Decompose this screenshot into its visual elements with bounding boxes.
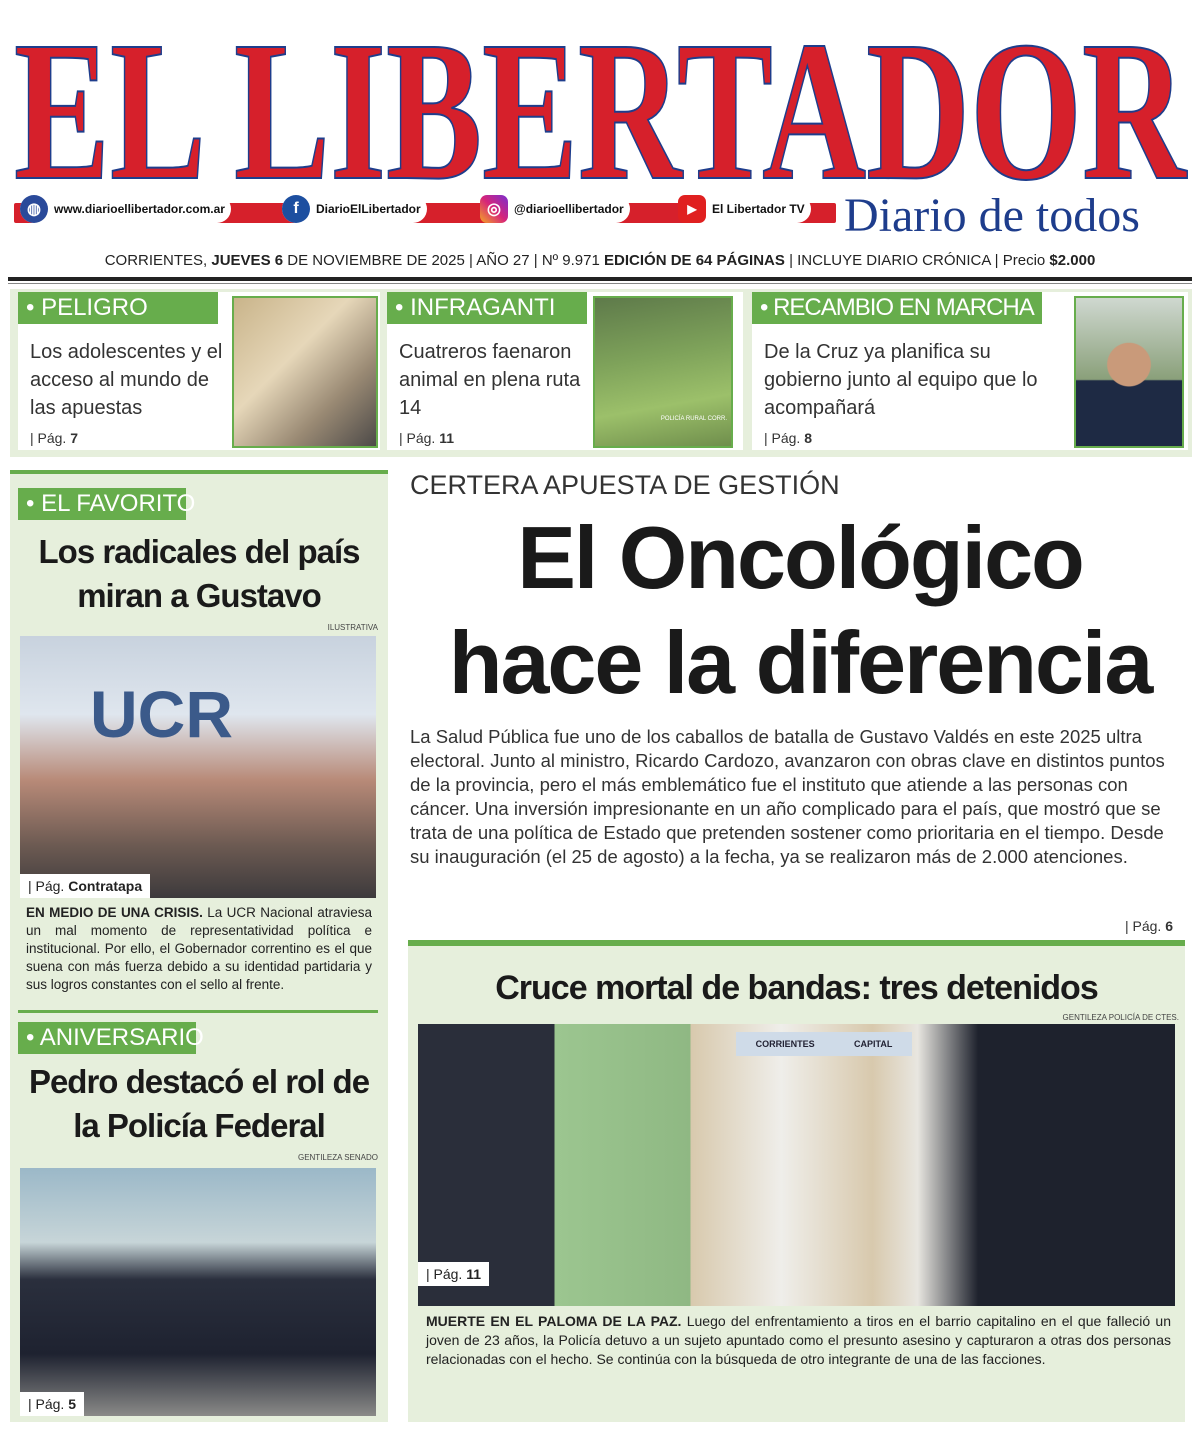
page-ref-label: | Pág.: [28, 1396, 65, 1412]
page-ref-label: | Pág.: [28, 878, 65, 894]
tagline: Diario de todos: [844, 189, 1140, 242]
page-ref-label: | Pág.: [399, 430, 436, 446]
sign-text: CAPITAL: [853, 1039, 893, 1049]
teaser-recambio[interactable]: [752, 292, 1188, 450]
youtube-icon: ▶: [678, 195, 706, 223]
main-lead: La Salud Pública fue uno de los caballos de batalla de Gustavo Valdés en este 2025 ultra electoral. Junto al ministro, Ricardo Cardozo, avanzaron con obras clave en distintos puntos de la provincia, pero el más emblemático fue el instituto que atiende a las personas con cáncer. Una inversión impresionante en un año complicado para el país, que mostró que se trata de una política de Estado que pretenden sostener como prioritaria en el tiempo. Desde su inauguración (el 25 de agosto) a la fecha, ya se realizaron más de 2.000 atenciones.: [410, 726, 1165, 867]
dateline: [0, 252, 1200, 269]
page-ref: [764, 430, 812, 446]
divider: [8, 277, 1192, 281]
teaser-infraganti[interactable]: [387, 292, 743, 450]
dateline-day: JUEVES 6: [211, 252, 284, 269]
headline-line-2: hace la diferencia: [448, 613, 1152, 712]
facebook-icon: f: [282, 195, 310, 223]
teaser-kicker: • RECAMBIO EN MARCHA: [752, 292, 1042, 324]
photo-credit: POLICÍA RURAL CORR.: [660, 416, 727, 422]
social-links-bar: [14, 200, 836, 223]
headline-line-1: El Oncológico: [517, 508, 1083, 607]
main-kicker: CERTERA APUESTA DE GESTIÓN: [410, 470, 840, 500]
crime-story: [408, 940, 1185, 1422]
slot-machine-photo: [232, 296, 378, 448]
story-headline[interactable]: Pedro destacó el rol de la Policía Federal: [28, 1063, 370, 1144]
photo-credit: GENTILEZA POLICÍA DE CTES.: [1062, 1013, 1179, 1022]
left-column: [10, 470, 388, 1422]
page-ref-label: | Pág.: [1125, 918, 1162, 934]
sign-text: CORRIENTES: [755, 1039, 815, 1049]
teaser-text: Cuatreros faenaron animal en plena ruta 14: [399, 341, 581, 419]
website-label: www.diarioellibertador.com.ar: [54, 202, 225, 216]
story-caption: [426, 1312, 1171, 1369]
police-ceremony-photo: [20, 1168, 376, 1416]
globe-icon: ◍: [20, 195, 48, 223]
teasers-strip: [10, 289, 1192, 457]
page-ref: [1125, 918, 1173, 934]
main-headline[interactable]: [405, 505, 1195, 715]
dateline-city: CORRIENTES,: [104, 252, 208, 269]
caption-lead: MUERTE EN EL PALOMA DE LA PAZ.: [426, 1313, 682, 1329]
page-ref-number: 5: [68, 1396, 77, 1412]
portrait-photo: [1074, 296, 1184, 448]
caption-text: Luego del enfrentamiento a tiros en el barrio capitalino en el que falleció un joven de 23 años, la Policía detuvo a un sujeto apuntado como el presunto asesino y capturaron a otras dos personas relacionadas con el hecho. Se continúa con la búsqueda de otro integrante de una de las facciones.: [426, 1313, 1172, 1367]
page-ref-number: Contratapa: [68, 878, 143, 894]
page-ref: [20, 1392, 84, 1416]
page-ref-number: 11: [439, 430, 455, 446]
teaser-kicker: • PELIGRO: [18, 292, 218, 324]
page-ref: [20, 874, 150, 898]
caption-text: La UCR Nacional atraviesa un mal momento de representatividad política e institucional. Por ello, el Gobernador correntino es el que suena con más fuerza debido a su identidad partidaria y sus logros constantes con el sello al frente.: [26, 905, 372, 992]
story-kicker: • ANIVERSARIO: [18, 1022, 196, 1054]
cattle-photo: [593, 296, 733, 448]
dateline-price: $2.000: [1049, 252, 1096, 269]
page-ref-label: | Pág.: [30, 430, 67, 446]
page-ref-number: 6: [1165, 918, 1174, 934]
instagram-link[interactable]: [480, 195, 630, 223]
story-headline[interactable]: Los radicales del país miran a Gustavo: [38, 533, 360, 614]
teaser-kicker: • INFRAGANTI: [387, 292, 587, 324]
instagram-icon: ◎: [480, 195, 508, 223]
page-ref-number: 8: [804, 430, 813, 446]
story-kicker: • EL FAVORITO: [18, 488, 186, 520]
dateline-edition: EDICIÓN DE 64 PÁGINAS: [604, 252, 785, 269]
page-ref: [30, 430, 78, 446]
teaser-text: De la Cruz ya planifica su gobierno junto al equipo que lo acompañará: [764, 341, 1038, 419]
detainees-photo: [418, 1024, 1175, 1306]
divider: [8, 283, 1192, 284]
wall-sign: [736, 1032, 912, 1056]
masthead-title: EL LIBERTADOR: [14, 1, 1188, 190]
facebook-link[interactable]: [282, 195, 427, 223]
divider: [18, 1010, 378, 1013]
dateline-extra: | INCLUYE DIARIO CRÓNICA | Precio: [789, 252, 1046, 269]
caption-lead: EN MEDIO DE UNA CRISIS.: [26, 905, 203, 920]
instagram-label: @diarioellibertador: [514, 202, 624, 216]
ucr-logo-text: UCR: [90, 677, 233, 751]
story-headline[interactable]: Cruce mortal de bandas: tres detenidos: [495, 969, 1098, 1007]
youtube-label: El Libertador TV: [712, 202, 805, 216]
page-ref-label: | Pág.: [764, 430, 801, 446]
website-link[interactable]: [20, 195, 231, 223]
teaser-text: Los adolescentes y el acceso al mundo de las apuestas: [30, 341, 223, 419]
page-ref: [399, 430, 454, 446]
page-ref-number: 11: [466, 1266, 482, 1282]
photo-credit: ILUSTRATIVA: [327, 623, 378, 632]
youtube-link[interactable]: [678, 195, 811, 223]
page-ref: [418, 1262, 489, 1286]
page-ref-label: | Pág.: [426, 1266, 463, 1282]
page-ref-number: 7: [70, 430, 79, 446]
teaser-peligro[interactable]: [18, 292, 380, 450]
ucr-rally-photo: [20, 636, 376, 898]
photo-credit: GENTILEZA SENADO: [297, 1153, 378, 1162]
dateline-date: DE NOVIEMBRE DE 2025 | AÑO 27 | Nº 9.971: [287, 252, 600, 269]
facebook-label: DiarioElLibertador: [316, 202, 421, 216]
masthead-logo: [0, 0, 1200, 190]
story-caption: [26, 904, 372, 994]
